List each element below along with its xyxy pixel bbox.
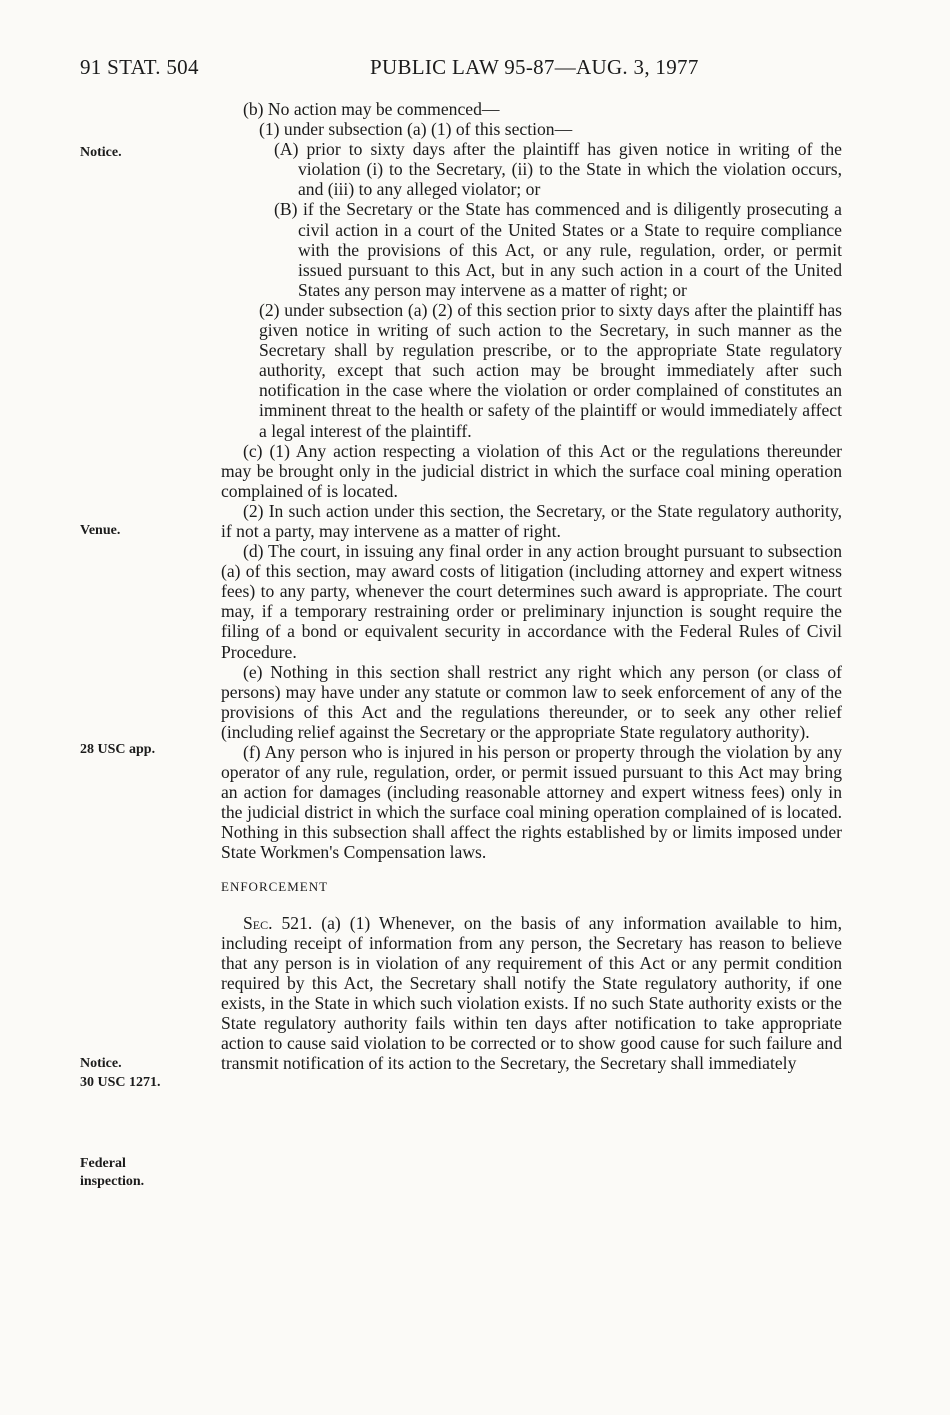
paragraph-b1: (1) under subsection (a) (1) of this section—	[259, 119, 573, 140]
margin-note-inspection: inspection.	[80, 1174, 145, 1189]
public-law-reference: PUBLIC LAW 95-87—AUG. 3, 1977	[370, 55, 699, 79]
margin-note-federal: Federal	[80, 1156, 126, 1171]
paragraph-c2: (2) In such action under this section, the Secretary, or the State regulatory authority, if not a party, may intervene as a matter of right.	[221, 500, 842, 541]
section-heading: ENFORCEMENT	[221, 878, 329, 894]
margin-note-notice: Notice.	[80, 145, 122, 160]
paragraph-c1: (c) (1) Any action respecting a violation of this Act or the regulations thereunder may be brought only in the judicial district in which the surface coal mining operation complained of is located.	[221, 440, 842, 501]
stat-reference: 91 STAT. 504	[80, 55, 199, 79]
section-521-paragraph	[221, 913, 842, 1074]
paragraph-d: (d) The court, in issuing any final order in any action brought pursuant to subsection (a) of this section, may award costs of litigation (including attorney and expert witness fees) to any party, whenever the court determines such award is appropriate. The court may, if a temporary restraining order or preliminary injunction is sought require the filing of a bond or equivalent security in accordance with the Federal Rules of Civil Procedure.	[221, 541, 842, 662]
statute-body	[221, 99, 842, 1073]
paragraph-b: (b) No action may be commenced—	[243, 99, 500, 119]
margin-note-notice-2: Notice.	[80, 1056, 122, 1071]
paragraph-b1a: (A) prior to sixty days after the plaintiff has given notice in writing of the violation (i) to the Secretary, (ii) to the State in which the violation occurs, and (iii) to any alleged violator; or	[274, 139, 842, 200]
section-521-text: (a) (1) Whenever, on the basis of any information available to him, including receipt of information from any person, the Secretary has reason to believe that any person is in violation of any requirement of this Act or any permit condition required by this Act, the Secretary shall notify the State regulatory authority, if one exists, in the State in which such violation exists. If no such State authority exists or the State regulatory authority fails within ten days after notification to take appropriate action to cause said violation to be corrected or to show good cause for such failure and transmit notification of its action to the Secretary, the Secretary shall immediately	[221, 912, 842, 1074]
margin-note-28-usc: 28 USC app.	[80, 742, 156, 757]
margin-note-venue: Venue.	[80, 523, 121, 538]
paragraph-b1b: (B) if the Secretary or the State has commenced and is diligently prosecuting a civil action in a court of the United States or a State to require compliance with the provisions of this Act, or any rule, regulation, order, or permit issued pursuant to this Act, but in any such action in a court of the United States any person may intervene as a matter of right; or	[274, 199, 842, 300]
paragraph-b2: (2) under subsection (a) (2) of this section prior to sixty days after the plaintiff has given notice in writing of such action to the Secretary, in such manner as the Secretary shall by regulation prescribe, or to the appropriate State regulatory authority, except that such action may be brought immediately after such notification in the case where the violation or order complained of constitutes an imminent threat to the health or safety of the plaintiff or would immediately affect a legal interest of the plaintiff.	[259, 299, 842, 441]
section-label: Sec. 521.	[243, 912, 313, 933]
margin-note-30-usc: 30 USC 1271.	[80, 1075, 161, 1090]
paragraph-f: (f) Any person who is injured in his person or property through the violation by any operator of any rule, regulation, order, or permit issued pursuant to this Act may bring an action for damages (including reasonable attorney and expert witness fees) only in the judicial district in which the surface coal mining operation complained of is located. Nothing in this subsection shall affect the rights established by or limits imposed under State Workmen's Compensation laws.	[221, 742, 842, 863]
paragraph-e: (e) Nothing in this section shall restrict any right which any person (or class of persons) may have under any statute or common law to seek enforcement of any of the provisions of this Act and the regulations thereunder, or to seek any other relief (including relief against the Secretary or the appropriate State regulatory authority).	[221, 661, 842, 742]
